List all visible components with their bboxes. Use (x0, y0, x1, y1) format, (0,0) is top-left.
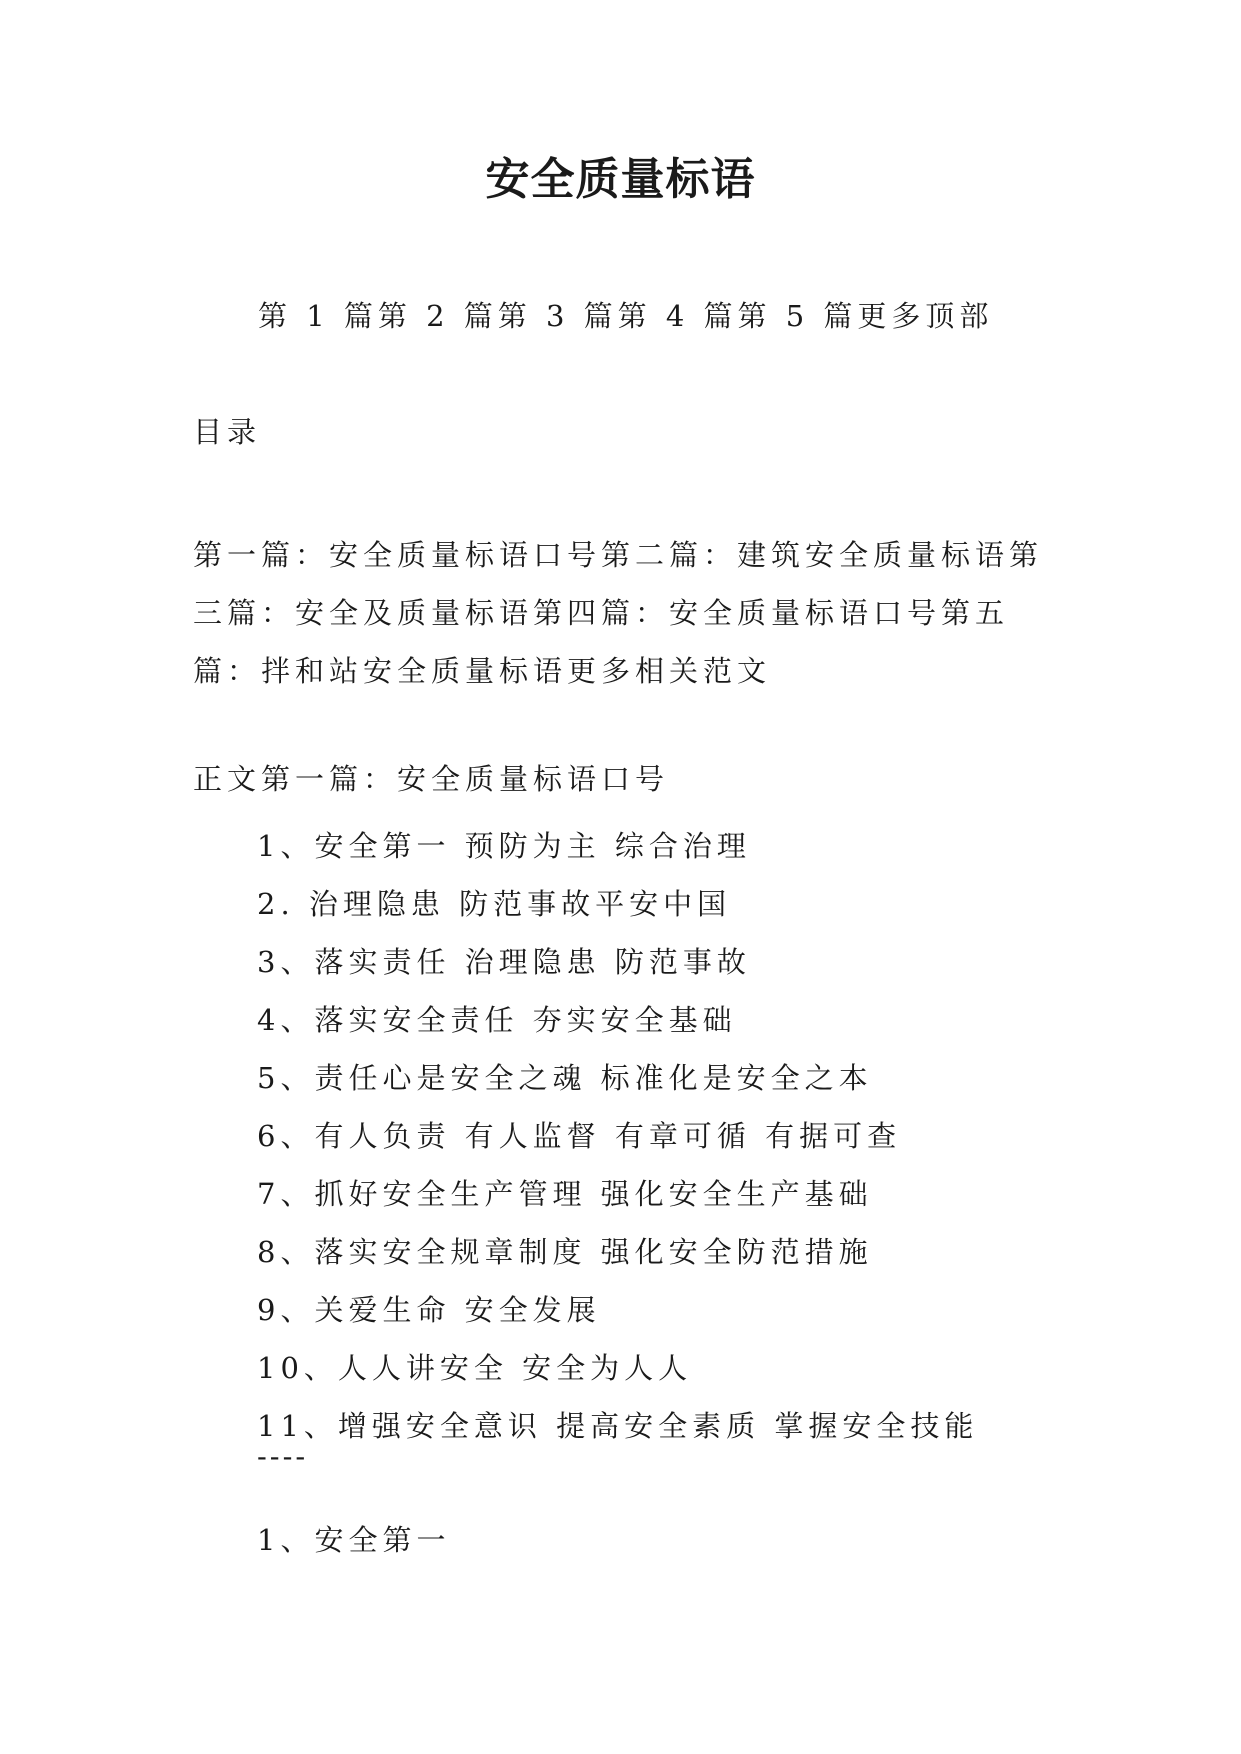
list-item: 1、安全第一 预防为主 综合治理 (257, 829, 751, 863)
list-item: 10、人人讲安全 安全为人人 (257, 1351, 693, 1385)
list-item: 8、落实安全规章制度 强化安全防范措施 (257, 1235, 873, 1269)
slogan-list (257, 817, 978, 1455)
list-item: 2. 治理隐患 防范事故平安中国 (257, 887, 732, 921)
list-item: 3、落实责任 治理隐患 防范事故 (257, 945, 751, 979)
toc-label: 目录 (193, 415, 262, 449)
list-item: 5、责任心是安全之魂 标准化是安全之本 (257, 1061, 873, 1095)
list-item: 6、有人负责 有人监督 有章可循 有据可查 (257, 1119, 902, 1153)
toc-paragraph: 第一篇：安全质量标语口号第二篇：建筑安全质量标语第三篇：安全及质量标语第四篇：安全质量标语口号第五篇：拌和站安全质量标语更多相关范文 (193, 538, 1044, 688)
list-item-last: 1、安全第一 (257, 1523, 451, 1557)
main-heading: 正文第一篇：安全质量标语口号 (193, 762, 670, 796)
list-item: 9、关爱生命 安全发展 (257, 1293, 601, 1327)
separator-line: ---- (257, 1439, 309, 1473)
document-title: 安全质量标语 (485, 154, 756, 205)
list-item: 4、落实安全责任 夯实安全基础 (257, 1003, 737, 1037)
list-item: 11、增强安全意识 提高安全素质 掌握安全技能 (257, 1409, 979, 1443)
list-item: 7、抓好安全生产管理 强化安全生产基础 (257, 1177, 873, 1211)
chapter-nav-line: 第 1 篇第 2 篇第 3 篇第 4 篇第 5 篇更多顶部 (258, 299, 994, 333)
